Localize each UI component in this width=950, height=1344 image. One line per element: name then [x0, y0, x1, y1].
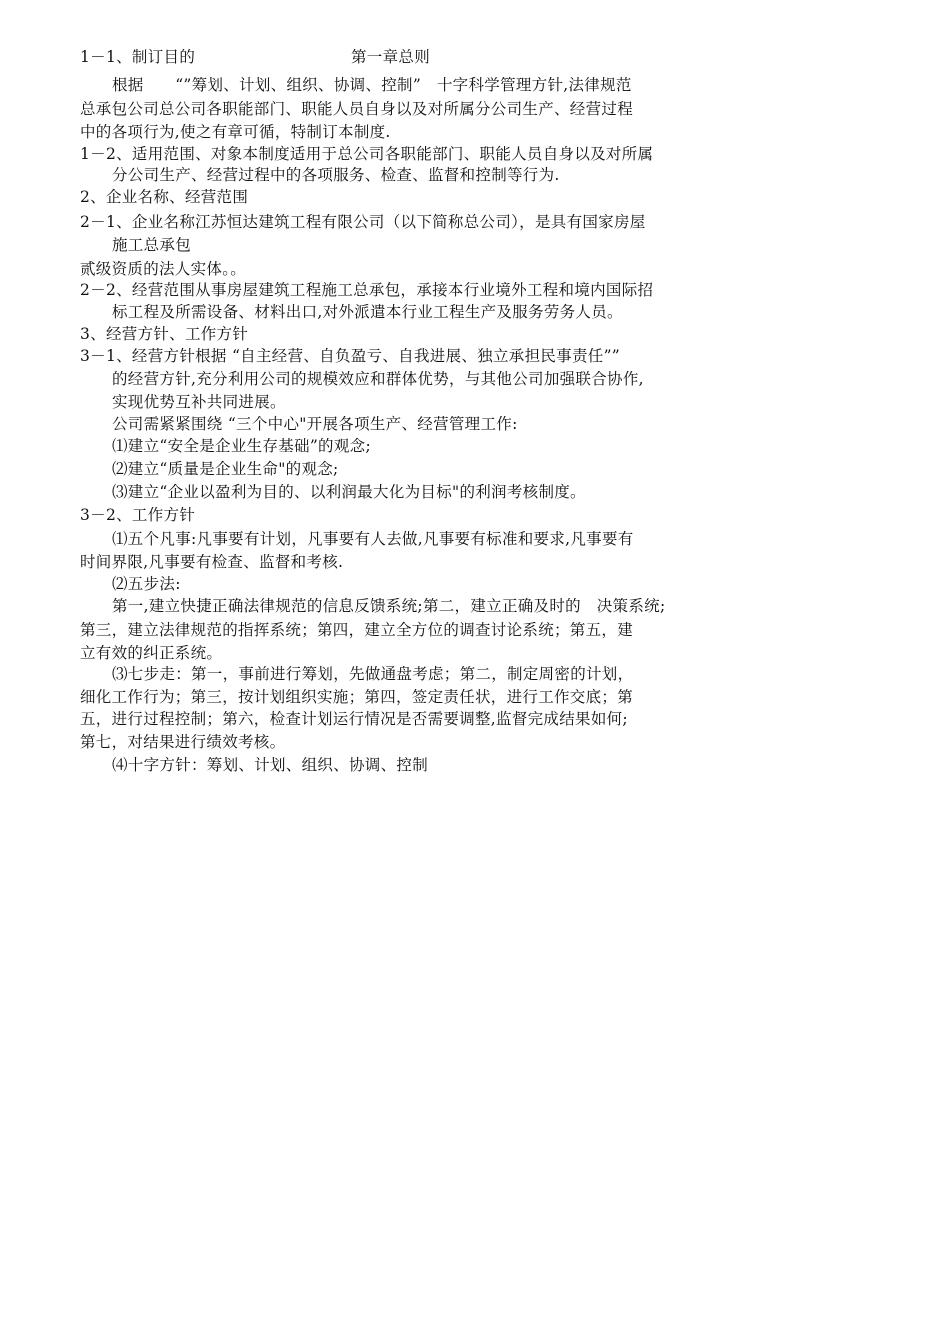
paragraph-line: 标工程及所需设备、材料出口,对外派遣本行业工程生产及服务劳务人员。 — [112, 303, 623, 321]
paragraph-line: 立有效的纠正系统。 — [80, 644, 223, 662]
section-heading-2-1: 2－1、企业名称江苏恒达建筑工程有限公司（以下简称总公司），是具有国家房屋 — [80, 213, 646, 231]
list-item: ⑴五个凡事:凡事要有计划，凡事要有人去做,凡事要有标准和要求,凡事要有 — [112, 530, 634, 548]
chapter-title: 第一章总则 — [351, 48, 431, 66]
list-item: ⑴建立“安全是企业生存基础”的观念; — [112, 437, 371, 455]
paragraph-line: 总承包公司总公司各职能部门、职能人员自身以及对所属分公司生产、经营过程 — [80, 100, 634, 118]
list-item: ⑶建立“企业以盈利为目的、以利润最大化为目标"的利润考核制度。 — [112, 483, 586, 501]
paragraph-line: 细化工作行为；第三，按计划组织实施；第四，签定责任状，进行工作交底；第 — [80, 688, 634, 706]
section-heading-1-2: 1－2、适用范围、对象本制度适用于总公司各职能部门、职能人员自身以及对所属 — [80, 145, 654, 163]
paragraph-line: 中的各项行为,使之有章可循，特制订本制度. — [80, 123, 391, 141]
section-heading-2: 2、企业名称、经营范围 — [80, 188, 249, 206]
paragraph-line: 的经营方针,充分利用公司的规模效应和群体优势，与其他公司加强联合协作, — [112, 370, 644, 388]
list-item: ⑵建立“质量是企业生命"的观念; — [112, 460, 339, 478]
paragraph-line: 施工总承包 — [112, 236, 192, 254]
section-heading-3-2: 3－2、工作方针 — [80, 506, 196, 524]
paragraph-line: 第一,建立快捷正确法律规范的信息反馈系统;第二，建立正确及时的 决策系统; — [112, 597, 666, 615]
section-heading-3-1: 3－1、经营方针根据 “自主经营、自负盈亏、自我进展、独立承担民事责任”” — [80, 347, 621, 365]
paragraph-line: 根据 “”筹划、计划、组织、协调、控制” 十字科学管理方针,法律规范 — [112, 76, 632, 94]
paragraph-line: 公司需紧紧围绕 “三个中心"开展各项生产、经营管理工作: — [112, 415, 518, 433]
paragraph-line: 第三，建立法律规范的指挥系统；第四，建立全方位的调查讨论系统；第五，建 — [80, 621, 634, 639]
section-heading-3: 3、经营方针、工作方针 — [80, 325, 249, 343]
paragraph-line: 贰级资质的法人实体。。 — [80, 260, 247, 278]
section-heading-1-1: 1－1、制订目的 — [80, 48, 196, 66]
paragraph-line: 五，进行过程控制；第六，检查计划运行情况是否需要调整,监督完成结果如何; — [80, 710, 628, 728]
list-item: ⑶七步走：第一，事前进行筹划，先做通盘考虑；第二，制定周密的计划， — [112, 665, 634, 683]
section-heading-2-2: 2－2、经营范围从事房屋建筑工程施工总承包，承接本行业境外工程和境内国际招 — [80, 281, 654, 299]
list-item: ⑵五步法: — [112, 575, 181, 593]
paragraph-line: 分公司生产、经营过程中的各项服务、检查、监督和控制等行为. — [112, 166, 560, 184]
list-item: ⑷十字方针：筹划、计划、组织、协调、控制 — [112, 756, 429, 774]
paragraph-line: 第七，对结果进行绩效考核。 — [80, 733, 286, 751]
paragraph-line: 实现优势互补共同进展。 — [112, 393, 286, 411]
paragraph-line: 时间界限,凡事要有检查、监督和考核. — [80, 553, 344, 571]
